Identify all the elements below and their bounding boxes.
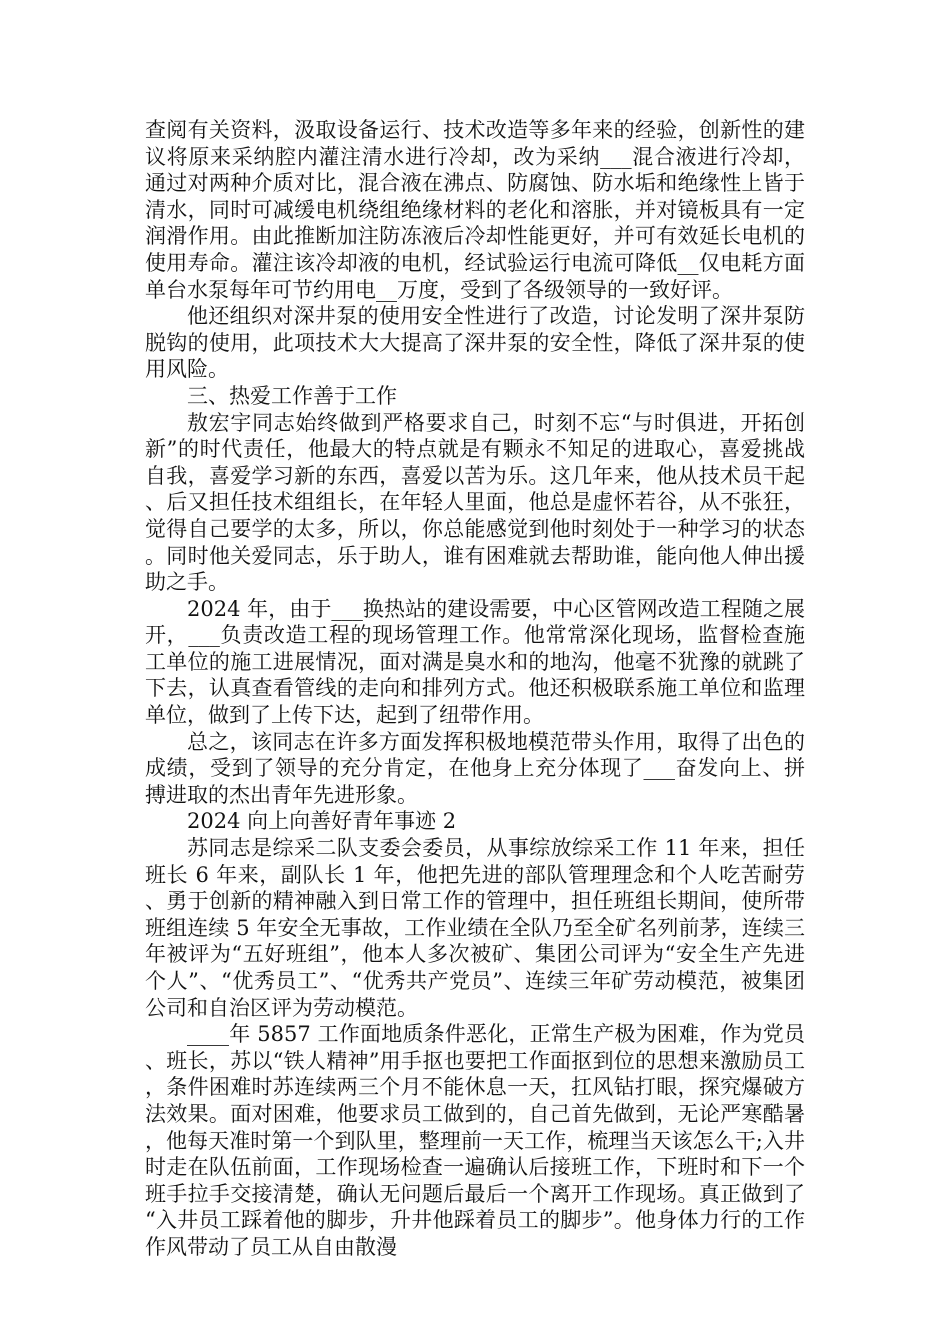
paragraph-pipe-network: 2024 年，由于___换热站的建设需要，中心区管网改造工程随之展开，___负责改造工程的现场管理工作。他常常深化现场，监督检查施工单位的施工进展情况，面对满是臭水和的地沟，他毫不犹豫的就跳了下去，认真查看管线的走向和排列方式。他还积极联系施工单位和监理单位，做到了上传下达，起到了纽带作用。 xyxy=(145,596,805,728)
paragraph-summary: 总之，该同志在许多方面发挥积极地模范带头作用，取得了出色的成绩，受到了领导的充分肯定，在他身上充分体现了___奋发向上、拼搏进取的杰出青年先进形象。 xyxy=(145,729,805,807)
paragraph-su-introduction: 苏同志是综采二队支委会委员，从事综放综采工作 11 年来，担任班长 6 年来，副队长 1 年，他把先进的部队管理理念和个人吃苦耐劳、勇于创新的精神融入到日常工作的管理中，担任班组长期间，使所带班组连续 5 年安全无事故，工作业绩在全队乃至全矿名列前茅，连续三年被评为“五好班组”，他本人多次被矿、集团公司评为“安全生产先进个人”、“优秀员工”、“优秀共产党员”、连续三年矿劳动模范，被集团公司和自治区评为劳动模范。 xyxy=(145,836,805,1020)
section-heading-love-work: 三、热爱工作善于工作 xyxy=(187,383,397,408)
paragraph-deep-well-pump: 他还组织对深井泵的使用安全性进行了改造，讨论发明了深井泵防脱钩的使用，此项技术大大提高了深井泵的安全性，降低了深井泵的使用风险。 xyxy=(145,304,805,382)
section-heading-story-2: 2024 向上向善好青年事迹 2 xyxy=(187,809,457,834)
paragraph-su-hardship: ____年 5857 工作面地质条件恶化，正常生产极为困难，作为党员、班长，苏以“铁人精神”用手抠也要把工作面抠到位的思想来激励员工，条件困难时苏连续两三个月不能休息一天，扛风钻打眼，探究爆破方法效果。面对困难，他要求员工做到的，自己首先做到，无论严寒酷暑，他每天准时第一个到队里，整理前一天工作，梳理当天该怎么干;入井时走在队伍前面，工作现场检查一遍确认后接班工作，下班时和下一个班手拉手交接清楚，确认无问题后最后一个离开工作现场。真正做到了“入井员工踩着他的脚步，升井他踩着员工的脚步”。他身体力行的工作作风带动了员工从自由散漫 xyxy=(145,1022,805,1259)
paragraph-cooling-innovation: 查阅有关资料，汲取设备运行、技术改造等多年来的经验，创新性的建议将原来采纳腔内灌注清水进行冷却，改为采纳___混合液进行冷却，通过对两种介质对比，混合液在沸点、防腐蚀、防水垢和绝缘性上皆于清水，同时可减缓电机绕组绝缘材料的老化和溶胀，并对镜板具有一定润滑作用。由此推断加注防冻液后冷却性能更好，并可有效延长电机的使用寿命。灌注该冷却液的电机，经试验运行电流可降低__仅电耗方面单台水泵每年可节约用电__万度，受到了各级领导的一致好评。 xyxy=(145,118,805,302)
document-page xyxy=(145,117,805,1261)
paragraph-self-discipline: 敖宏宇同志始终做到严格要求自己，时刻不忘“与时俱进，开拓创新”的时代责任，他最大的特点就是有颗永不知足的进取心，喜爱挑战自我，喜爱学习新的东西，喜爱以苦为乐。这几年来，他从技术员干起、后又担任技术组组长，在年轻人里面，他总是虚怀若谷，从不张狂，觉得自己要学的太多，所以，你总能感觉到他时刻处于一种学习的状态。同时他关爱同志，乐于助人，谁有困难就去帮助谁，能向他人伸出援助之手。 xyxy=(145,410,805,595)
